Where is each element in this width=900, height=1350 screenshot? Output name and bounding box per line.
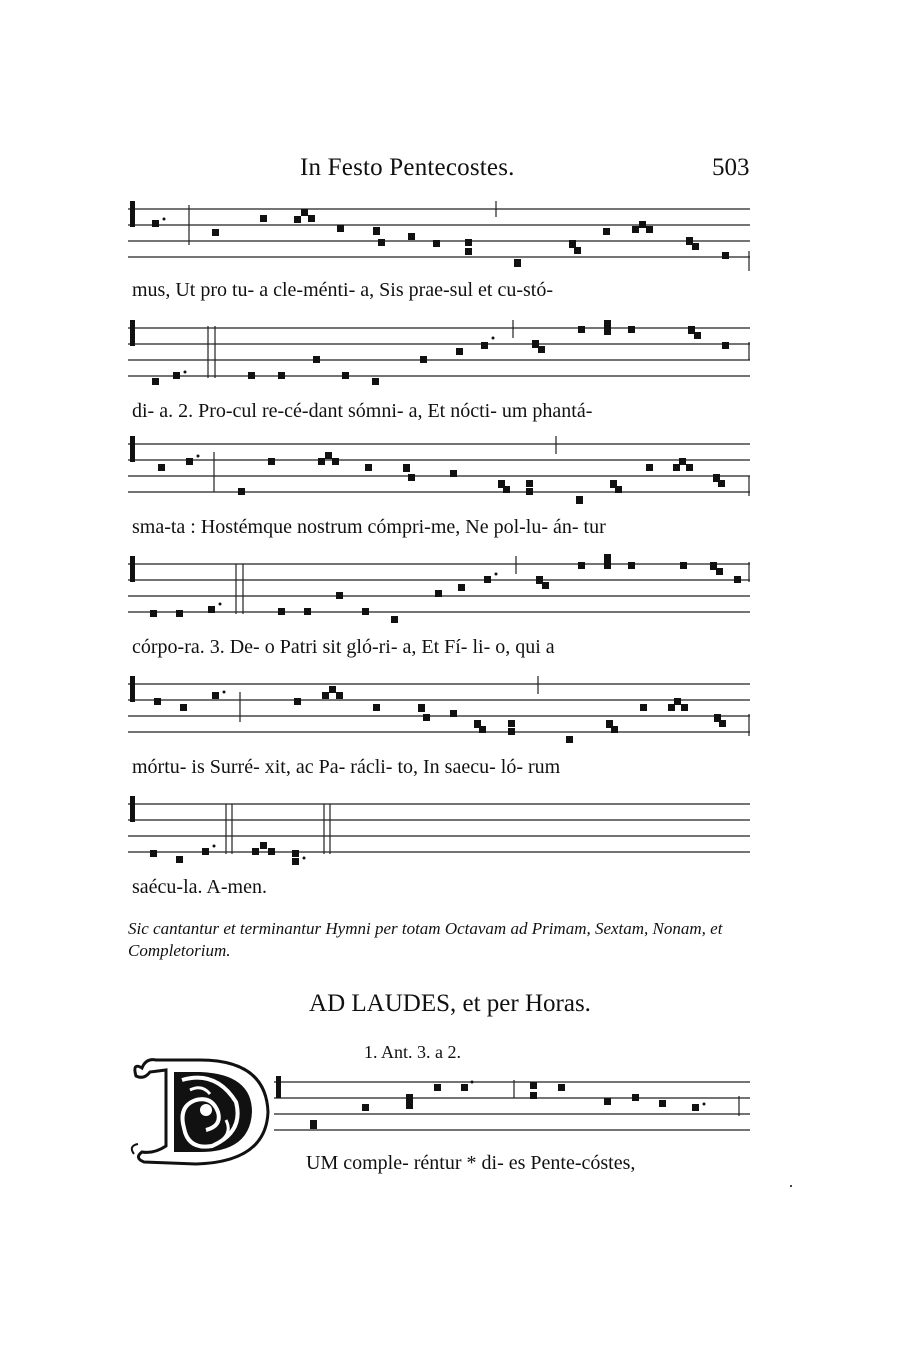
lyrics-line-5: mórtu- is Surré- xit, ac Pa- rácli- to, In saecu- ló- rum <box>132 756 561 778</box>
lyrics-line-1: mus, Ut pro tu- a cle-ménti- a, Sis prae-sul et cu-stó- <box>132 279 553 301</box>
antiphon-lyrics: UM comple- réntur * di- es Pente-cóstes, <box>306 1152 636 1174</box>
lyrics-line-3: sma-ta : Hostémque nostrum cómpri-me, Ne pol-lu- án- tur <box>132 516 606 538</box>
rubric-note: Sic cantantur et terminantur Hymni per totam Octavam ad Primam, Sextam, Nonam, et Completorium. <box>128 919 723 960</box>
staff-5 <box>128 672 752 764</box>
antiphon-staff <box>274 1070 752 1150</box>
staff-2 <box>128 316 752 408</box>
lyrics-line-6: saécu-la. A-men. <box>132 876 267 898</box>
chant-line-4 <box>128 552 752 667</box>
scan-speck <box>790 1185 792 1187</box>
running-title: In Festo Pentecostes. <box>300 154 515 181</box>
chant-line-2 <box>128 316 752 431</box>
section-heading: AD LAUDES, et per Horas. <box>309 990 591 1017</box>
lyrics-line-2: di- a. 2. Pro-cul re-cé-dant sómni- a, Et nócti- um phantá- <box>132 400 593 422</box>
chant-line-3 <box>128 432 752 547</box>
staff-4 <box>128 552 752 644</box>
page-header <box>0 154 900 194</box>
lyrics-line-4: córpo-ra. 3. De- o Patri sit gló-ri- a, Et Fí- li- o, qui a <box>132 636 555 658</box>
staff-1 <box>128 195 752 287</box>
chant-line-1 <box>128 195 752 310</box>
page-number: 503 <box>712 154 750 181</box>
chant-line-6 <box>128 792 752 907</box>
staff-3 <box>128 432 752 524</box>
chant-line-5 <box>128 672 752 787</box>
decorated-initial-d-icon <box>126 1050 276 1170</box>
antiphon-label: 1. Ant. 3. a 2. <box>364 1042 461 1062</box>
staff-6 <box>128 792 752 884</box>
